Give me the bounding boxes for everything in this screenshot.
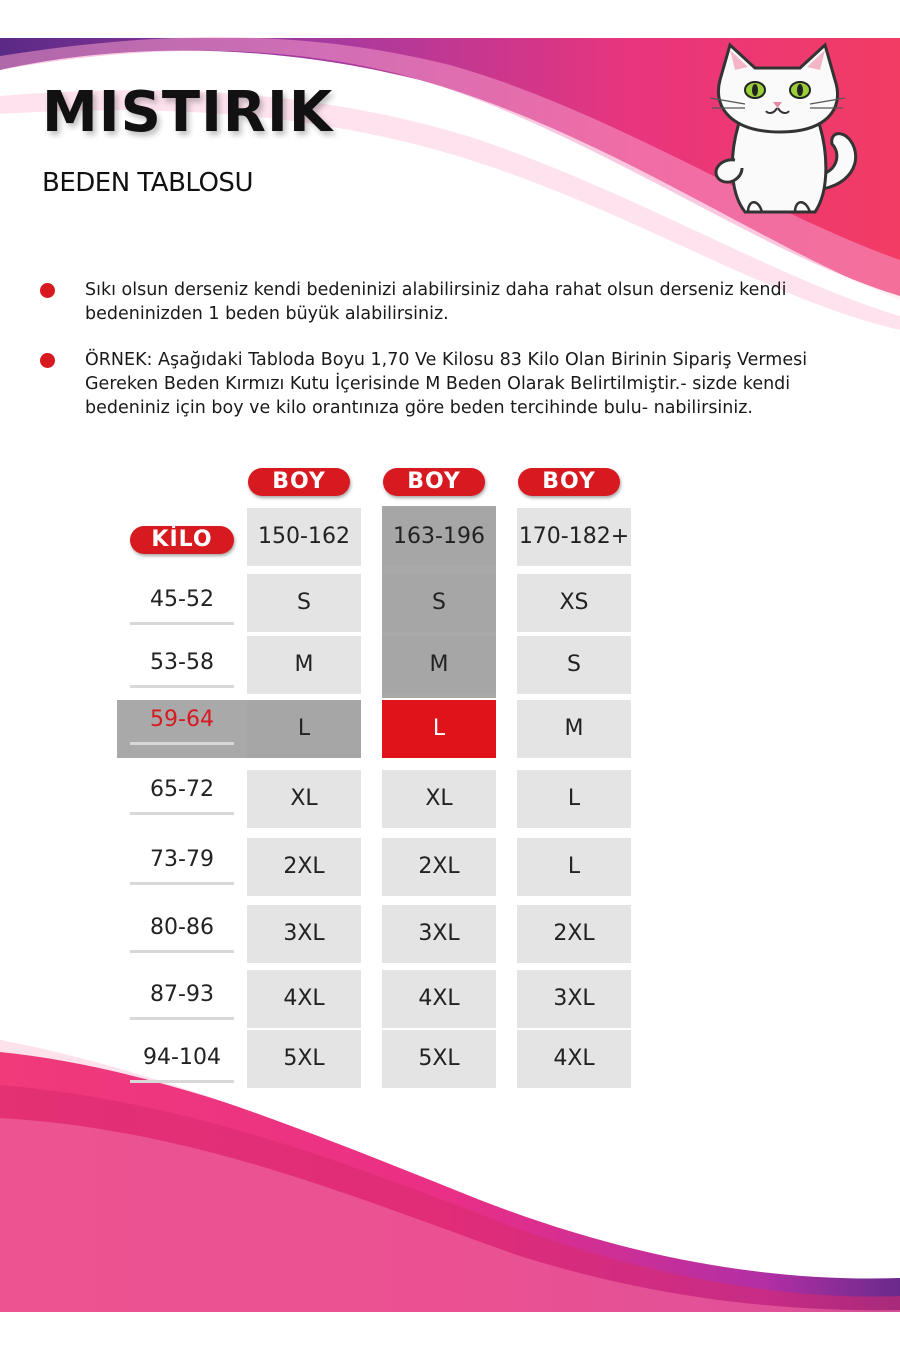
- weight-label: 73-79: [130, 842, 234, 885]
- boy-header-3: BOY: [518, 468, 620, 496]
- weight-label: 94-104: [130, 1040, 234, 1083]
- size-cell: 2XL: [382, 838, 496, 896]
- size-cell: M: [247, 636, 361, 694]
- size-cell: XS: [517, 574, 631, 632]
- height-cell: 163-196: [382, 508, 496, 566]
- weight-label: 53-58: [130, 645, 234, 688]
- weight-label-highlighted: 59-64: [130, 702, 234, 745]
- size-cell: 2XL: [517, 905, 631, 963]
- cat-icon: [700, 40, 865, 220]
- bullet-dot-icon: [40, 353, 55, 368]
- info-note-2: [40, 348, 850, 420]
- size-cell: 5XL: [382, 1030, 496, 1088]
- size-cell: XL: [247, 770, 361, 828]
- kilo-header: KİLO: [130, 526, 234, 554]
- size-cell: M: [517, 700, 631, 758]
- size-cell: L: [247, 700, 361, 758]
- brand-logo: MISTIRIK: [42, 80, 334, 145]
- note-text: Sıkı olsun derseniz kendi bedeninizi alabilirsiniz daha rahat olsun derseniz kendi bedeninizden 1 beden büyük alabilirsiniz.: [85, 280, 787, 324]
- note-text: ÖRNEK: Aşağıdaki Tabloda Boyu 1,70 Ve Kilosu 83 Kilo Olan Birinin Sipariş Vermesi Gereken Beden Kırmızı Kutu İçerisinde M Beden Olarak Belirtilmiştir.- sizde kendi bedeniniz için boy ve kilo orantınıza göre beden tercihinde bulu- nabilirsiniz.: [85, 350, 808, 418]
- size-cell: L: [517, 838, 631, 896]
- bullet-dot-icon: [40, 283, 55, 298]
- size-cell: 3XL: [247, 905, 361, 963]
- size-cell: S: [247, 574, 361, 632]
- height-cell: 170-182+: [517, 508, 631, 566]
- size-cell: 3XL: [382, 905, 496, 963]
- size-cell: S: [382, 574, 496, 632]
- size-cell: S: [517, 636, 631, 694]
- size-cell: XL: [382, 770, 496, 828]
- page-subtitle: BEDEN TABLOSU: [42, 168, 253, 198]
- weight-label: 80-86: [130, 910, 234, 953]
- weight-label: 65-72: [130, 772, 234, 815]
- size-cell: 5XL: [247, 1030, 361, 1088]
- weight-label: 87-93: [130, 977, 234, 1020]
- size-cell-selected: L: [382, 700, 496, 758]
- size-cell: 4XL: [517, 1030, 631, 1088]
- size-cell: 3XL: [517, 970, 631, 1028]
- size-cell: 4XL: [382, 970, 496, 1028]
- size-cell: 2XL: [247, 838, 361, 896]
- info-note-1: [40, 278, 850, 326]
- size-cell: M: [382, 636, 496, 694]
- weight-label: 45-52: [130, 582, 234, 625]
- size-cell: L: [517, 770, 631, 828]
- boy-header-2: BOY: [383, 468, 485, 496]
- size-cell: 4XL: [247, 970, 361, 1028]
- boy-header-1: BOY: [248, 468, 350, 496]
- height-cell: 150-162: [247, 508, 361, 566]
